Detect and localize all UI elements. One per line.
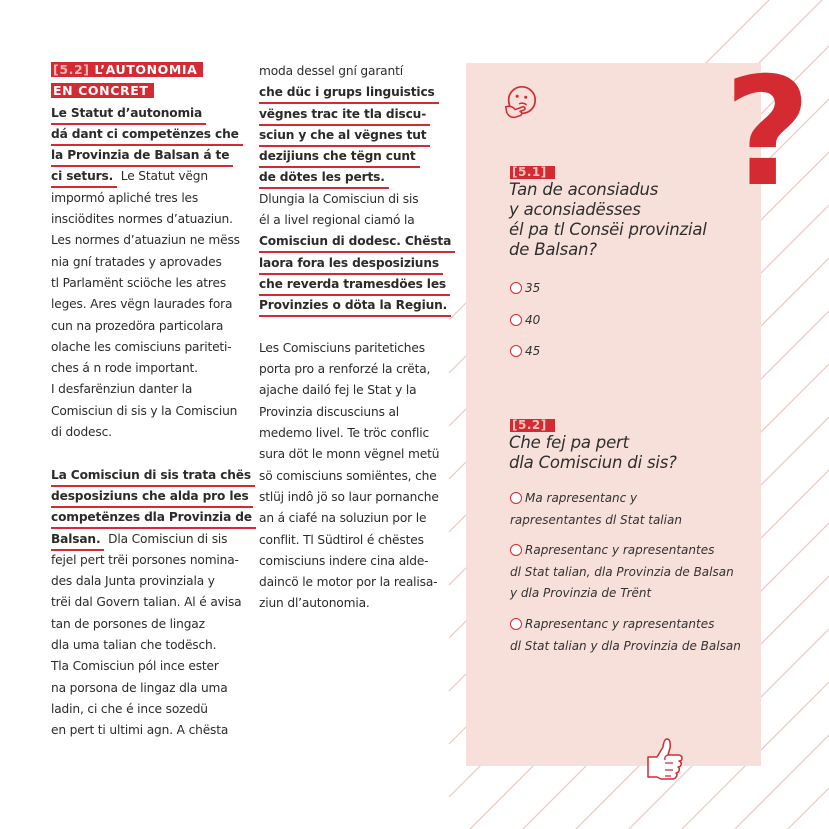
body-text: Le Statut vëgn [117, 169, 208, 184]
text-line [51, 635, 251, 656]
text-line [51, 486, 251, 507]
text-line [51, 103, 251, 124]
text-line [259, 104, 454, 125]
text-line [259, 466, 454, 487]
text-line [51, 294, 251, 315]
text-line [51, 678, 251, 699]
body-text: trëi dal Govern talian. Al é avisa [51, 595, 242, 610]
body-text: Les normes d’atuaziun ne mëss [51, 233, 240, 248]
text-line [51, 230, 251, 251]
answer-option[interactable]: Rapresentanc y rapresentantes dl Stat talian, dla Provinzia de Balsan y dla Provinzia de Trënt [510, 543, 734, 600]
text-line [259, 231, 454, 252]
text-line [51, 422, 251, 443]
text-line [259, 167, 454, 188]
body-text: Les Comisciuns paritetiches [259, 340, 425, 355]
text-line [259, 274, 454, 295]
text-line [51, 571, 251, 592]
body-text: él a livel regional ciamó la [259, 213, 415, 228]
body-text: medemo livel. Te tröc conflic [259, 426, 430, 441]
text-line [51, 337, 251, 358]
radio-button[interactable] [510, 618, 522, 630]
text-line [51, 614, 251, 635]
radio-button[interactable] [510, 345, 522, 357]
text-line [259, 82, 454, 103]
thumbs-up-icon [646, 737, 686, 781]
hatch-line [449, 788, 829, 829]
text-line [259, 146, 454, 167]
highlighted-text: desposiziuns che alda pro les [51, 487, 253, 508]
section-heading [51, 60, 251, 103]
body-text: ches á n rode important. [51, 361, 198, 376]
article-column-1 [51, 60, 251, 742]
question-tag: [5.2] [510, 419, 555, 432]
highlighted-text: la Provinzia de Balsan á te [51, 146, 233, 167]
text-line [51, 401, 251, 422]
body-text: sö comisciuns somiëntes, che [259, 468, 437, 483]
text-line [259, 508, 454, 529]
text-line [51, 720, 251, 741]
body-text: dla uma talian che todësch. [51, 638, 217, 653]
question-mark-icon: ? [724, 46, 812, 220]
text-line [51, 145, 251, 166]
radio-button[interactable] [510, 492, 522, 504]
highlighted-text: sciun y che al vëgnes tut [259, 126, 430, 147]
answer-option[interactable]: 45 [510, 341, 540, 363]
section-number: [5.2] [53, 62, 90, 77]
text-line [259, 530, 454, 551]
question-tag: [5.1] [510, 166, 555, 179]
text-line [51, 379, 251, 400]
body-text: conflit. Tl Südtirol é chëstes [259, 532, 424, 547]
radio-button[interactable] [510, 544, 522, 556]
answer-option[interactable]: 40 [510, 310, 540, 332]
radio-button[interactable] [510, 314, 522, 326]
text-line [259, 295, 454, 316]
body-text: na porsona de lingaz dla uma [51, 680, 228, 695]
text-line [51, 529, 251, 550]
body-text: porta pro a renforzé la crëta, [259, 362, 431, 377]
body-text: daincö le motor por la realisa- [259, 575, 438, 590]
text-line [51, 316, 251, 337]
text-line [259, 380, 454, 401]
text-line [259, 423, 454, 444]
body-text: ziun dl’autonomia. [259, 596, 370, 611]
text-line [51, 124, 251, 145]
text-line [259, 572, 454, 593]
body-text: tan de porsones de lingaz [51, 616, 205, 631]
column-2-body [259, 61, 454, 615]
highlighted-text: Provinzies o döta la Regiun. [259, 296, 451, 317]
highlighted-text: che reverda tramesdöes les [259, 275, 450, 296]
text-line [51, 273, 251, 294]
body-text: insciödites normes d’atuaziun. [51, 212, 233, 227]
highlighted-text: ci seturs. [51, 167, 117, 188]
text-line [259, 402, 454, 423]
body-text: Dlungia la Comisciun di sis [259, 191, 419, 206]
text-line [259, 189, 454, 210]
body-text: Provinzia discusciuns al [259, 404, 400, 419]
highlighted-text: vëgnes trac ite tla discu- [259, 105, 430, 126]
body-text: des dala Junta provinziala y [51, 574, 215, 589]
text-line [51, 592, 251, 613]
text-line [259, 253, 454, 274]
body-text: Dla Comisciun di sis [104, 531, 228, 546]
highlighted-text: Balsan. [51, 530, 104, 551]
radio-button[interactable] [510, 282, 522, 294]
text-line [51, 443, 251, 464]
body-text: ajache dailó fej le Stat y la [259, 383, 417, 398]
text-line [51, 358, 251, 379]
text-line [259, 338, 454, 359]
body-text: Tla Comisciun pól ince ester [51, 659, 219, 674]
answer-option[interactable]: Ma rapresentanc y rapresentantes dl Stat talian [510, 491, 682, 527]
text-line [259, 317, 454, 338]
body-text: stlüj indô jö so laur pornanche [259, 489, 439, 504]
body-text: moda dessel gní garantí [259, 64, 403, 78]
quiz-panel [466, 63, 761, 766]
section-title-line-2: EN CONCRET [51, 83, 154, 98]
highlighted-text: competënzes dla Provinzia de [51, 508, 256, 529]
body-text: leges. Ares vëgn laurades fora [51, 297, 233, 312]
text-line [51, 656, 251, 677]
body-text: en pert ti ultimi agn. A chësta [51, 723, 229, 738]
text-line [259, 359, 454, 380]
body-text: ladin, ci che é ince sozedü [51, 701, 208, 716]
highlighted-text: de dötes les perts. [259, 168, 389, 189]
text-line [51, 166, 251, 187]
body-text: tl Parlamënt sciöche les atres [51, 275, 227, 290]
text-line [51, 188, 251, 209]
answer-option[interactable]: 35 [510, 278, 540, 300]
section-title-line-1: L’AUTONOMIA [94, 62, 198, 77]
body-text: olache les comisciuns pariteti- [51, 339, 232, 354]
text-line [259, 61, 454, 82]
article-column-2 [259, 61, 454, 615]
body-text: nia gní tratades y aprovades [51, 254, 222, 269]
highlighted-text: La Comisciun di sis trata chës [51, 466, 255, 487]
body-text: di dodesc. [51, 425, 112, 440]
text-line [51, 507, 251, 528]
text-line [51, 699, 251, 720]
body-text: Comisciun di sis y la Comisciun [51, 403, 238, 418]
highlighted-text: laora fora les desposiziuns [259, 254, 443, 275]
text-line [259, 487, 454, 508]
text-line [259, 125, 454, 146]
text-line [259, 593, 454, 614]
body-text: cun na prozedöra particolara [51, 318, 224, 333]
text-line [51, 252, 251, 273]
text-line [51, 209, 251, 230]
body-text: fejel pert trëi porsones nomina- [51, 552, 239, 567]
answer-option[interactable]: Rapresentanc y rapresentantes dl Stat talian y dla Provinzia de Balsan [510, 617, 741, 653]
highlighted-text: che düc i grups linguistics [259, 83, 439, 104]
text-line [51, 465, 251, 486]
question-text: Tan de aconsiadus y aconsiadësses él pa tl Consëi provinzial de Balsan? [509, 180, 707, 259]
highlighted-text: Comisciun di dodesc. Chësta [259, 232, 455, 253]
thinking-face-icon [501, 83, 539, 121]
body-text: comisciuns indere cina alde- [259, 553, 429, 568]
highlighted-text: Le Statut d’autonomia [51, 104, 206, 125]
text-line [51, 550, 251, 571]
text-line [259, 444, 454, 465]
body-text: I desfarënziun danter la [51, 382, 193, 397]
body-text: sura döt le monn vëgnel metü [259, 447, 440, 462]
question-text: Che fej pa pert dla Comisciun di sis? [509, 433, 677, 472]
text-line [259, 210, 454, 231]
body-text: an á ciafé na soluziun por le [259, 511, 427, 526]
body-text: impormó apliché tres les [51, 190, 199, 205]
highlighted-text: dá dant ci competënzes che [51, 125, 243, 146]
highlighted-text: dezijiuns che tëgn cunt [259, 147, 420, 168]
column-1-body [51, 103, 251, 742]
text-line [259, 551, 454, 572]
